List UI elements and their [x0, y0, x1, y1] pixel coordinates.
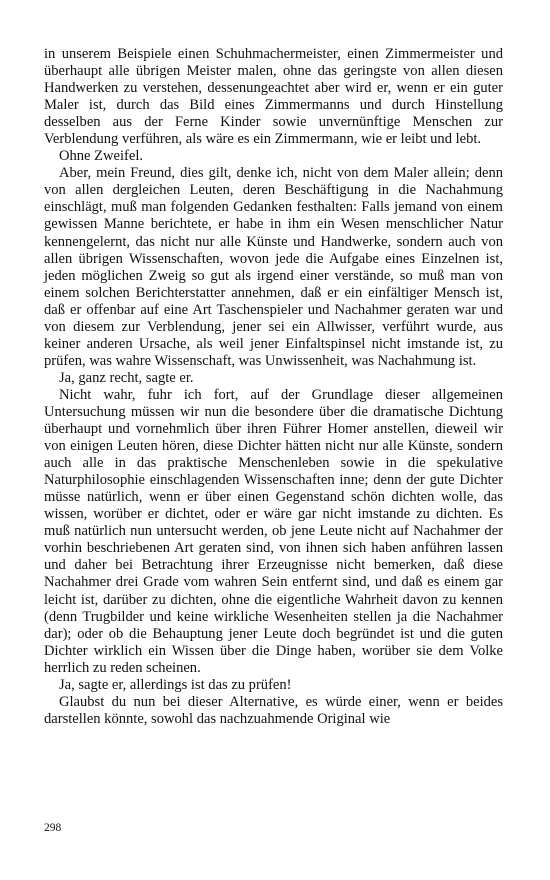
paragraph: Aber, mein Freund, dies gilt, denke ich, nicht von dem Maler allein; denn von allen dergleichen Leuten, deren Beschäftigung in die Nachahmung einschlägt, muß man folgenden Gedanken festhalten: Falls jemand von einem gewissen Manne berichtete, er habe in ihm ein Wesen menschlicher Natur kennengelernt, das nicht nur alle Künste und Handwerke, sondern auch von allen übrigen Wissenschaften, wovon jede die Aufgabe eines Einzelnen ist, jeden möglichen Zweig so gut als irgend einer verstände, so muß man von einem solchen Berichterstatter annehmen, daß er ein einfältiger Mensch ist, daß er offenbar auf eine Art Taschenspieler und Nachahmer geraten war und von diesem zur Verblendung, jener sei ein Allwisser, verführt wurde, aus keiner anderen Ursache, als weil jener Einfaltspinsel nicht imstande ist, zu prüfen, was wahre Wissenschaft, was Unwissenheit, was Nachahmung ist. [44, 165, 503, 369]
page-number: 298 [44, 822, 62, 834]
paragraph-continued: in unserem Beispiele einen Schuhmachermeister, einen Zimmermeister und überhaupt alle übrigen Meister malen, ohne das geringste von allen diesen Handwerken zu verstehen, dessenungeachtet aber wird er, wenn er ein guter Maler ist, durch das Bild eines Zimmermanns und durch Hinstellung desselben aus der Ferne Kinder sowie unvernünftige Menschen zur Verblendung verführen, als wäre es ein Zimmermann, wie er leibt und lebt. [44, 46, 503, 148]
paragraph: Ohne Zweifel. [59, 148, 144, 165]
paragraph: Ja, ganz recht, sagte er. [59, 369, 194, 386]
page-body [44, 46, 503, 728]
paragraph: Nicht wahr, fuhr ich fort, auf der Grundlage dieser allgemeinen Untersuchung müssen wir nun die besondere über die dramatische Dichtung überhaupt und vornehmlich über ihren Führer Homer anstellen, dieweil wir von einigen Leuten hören, diese Dichter hätten nicht nur alle Künste, sondern auch alle in das praktische Menschenleben sowie in die spekulative Naturphilosophie einschlagenden Wissenschaften inne; denn der gute Dichter müsse natürlich, wenn er über einen Gegenstand schön dichten wolle, das wissen, worüber er dichtet, oder er wäre gar nicht imstande zu dichten. Es muß natürlich nun untersucht werden, ob jene Leute nicht auf Nachahmer der vorhin beschriebenen Art geraten sind, von ihnen sich haben anführen lassen und daher bei Betrachtung ihrer Erzeugnisse nicht bemerken, daß diese Nachahmer drei Grade vom wahren Sein entfernt sind, und daß es einem gar leicht ist, darüber zu dichten, ohne die eigentliche Wahrheit davon zu kennen (denn Trugbilder und keine wirkliche Wesenheiten stellen ja die Nachahmer dar); oder ob die Behauptung jener Leute doch begründet ist und die guten Dichter wirklich ein Wissen über die Dinge haben, worüber sie dem Volke herrlich zu reden scheinen. [44, 386, 503, 676]
paragraph: Glaubst du nun bei dieser Alternative, es würde einer, wenn er beides darstellen könnte, sowohl das nachzuahmende Original wie [44, 693, 503, 727]
paragraph: Ja, sagte er, allerdings ist das zu prüfen! [59, 676, 292, 693]
